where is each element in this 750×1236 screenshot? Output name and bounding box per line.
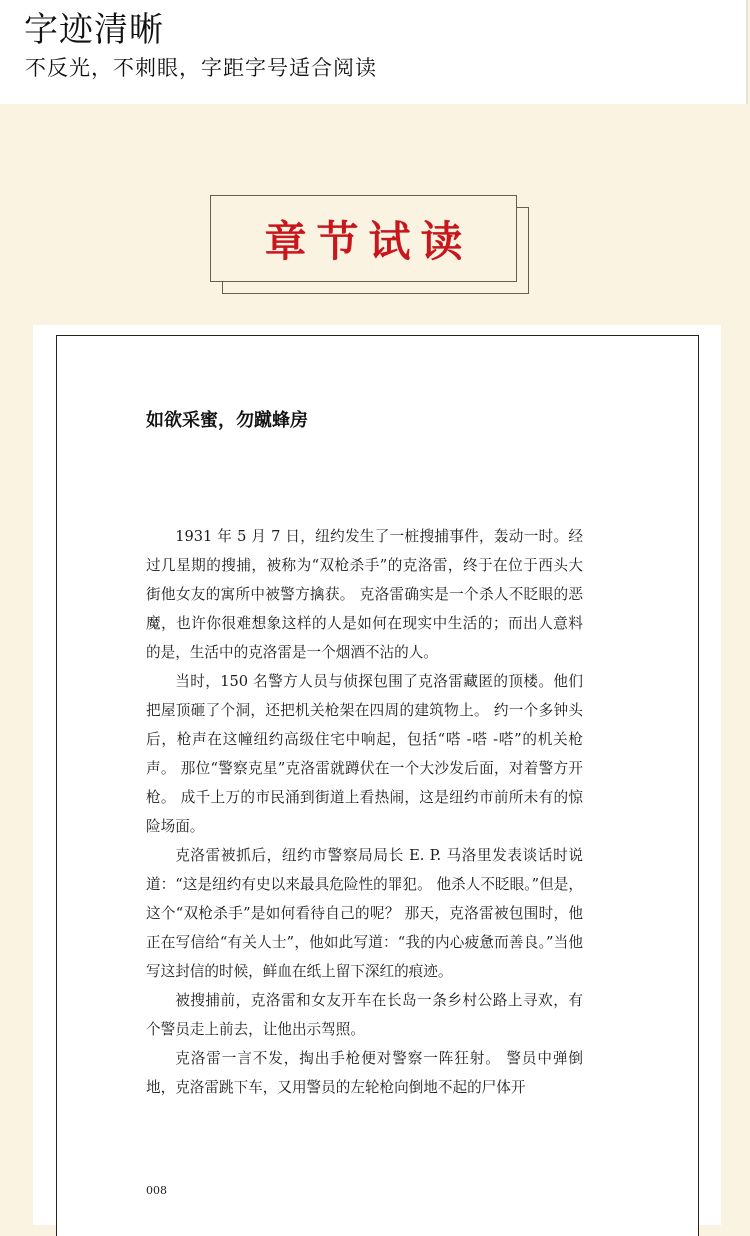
paragraph: 1931 年 5 月 7 日，纽约发生了一桩搜捕事件，轰动一时。经过几星期的搜捕，被称为“双枪杀手”的克洛雷，终于在位于西头大街他女友的寓所中被警方擒获。 克洛雷确实是一个杀人不眨眼的恶魔，也许你很难想象这样的人是如何在现实中生活的；而出人意料的是，生活中的克洛雷是一个烟酒不沾的人。 — [146, 528, 583, 661]
paragraph: 克洛雷被抓后，纽约市警察局局长 E. P. 马洛里发表谈话时说道：“这是纽约有史以来最具危险性的罪犯。 他杀人不眨眼。”但是，这个“双枪杀手”是如何看待自己的呢？ 那天，克洛雷被包围时，他正在写信给“有关人士”，他如此写道：“我的内心疲惫而善良。”当他写这封信的时候，鲜血在纸上留下深红的痕迹。 — [146, 847, 583, 980]
feature-subtitle: 不反光，不刺眼，字距字号适合阅读 — [25, 56, 377, 80]
feature-title: 字迹清晰 — [24, 10, 164, 50]
paragraph: 克洛雷一言不发，掏出手枪便对警察一阵狂射。 警员中弹倒地，克洛雷跳下车，又用警员的左轮枪向倒地不起的尸体开 — [146, 1050, 583, 1096]
section-badge-label: 章节试读 — [264, 216, 473, 266]
chapter-title: 如欲采蜜，勿蹴蜂房 — [146, 410, 308, 431]
paragraph: 被搜捕前，克洛雷和女友开车在长岛一条乡村公路上寻欢，有个警员走上前去，让他出示驾照。 — [146, 992, 583, 1038]
paragraph: 当时，150 名警方人员与侦探包围了克洛雷藏匿的顶楼。他们把屋顶砸了个洞，还把机关枪架在四周的建筑物上。 约一个多钟头后，枪声在这幢纽约高级住宅中响起，包括“嗒 -嗒 -嗒”的机关枪声。 那位“警察克星”克洛雷就蹲伏在一个大沙发后面，对着警方开枪。 成千上万的市民涌到街道上看热闹，这是纽约市前所未有的惊险场面。 — [146, 673, 583, 835]
header-banner — [0, 0, 746, 104]
chapter-body — [146, 522, 583, 1102]
page-number: 008 — [146, 1184, 167, 1197]
section-badge — [210, 195, 517, 282]
